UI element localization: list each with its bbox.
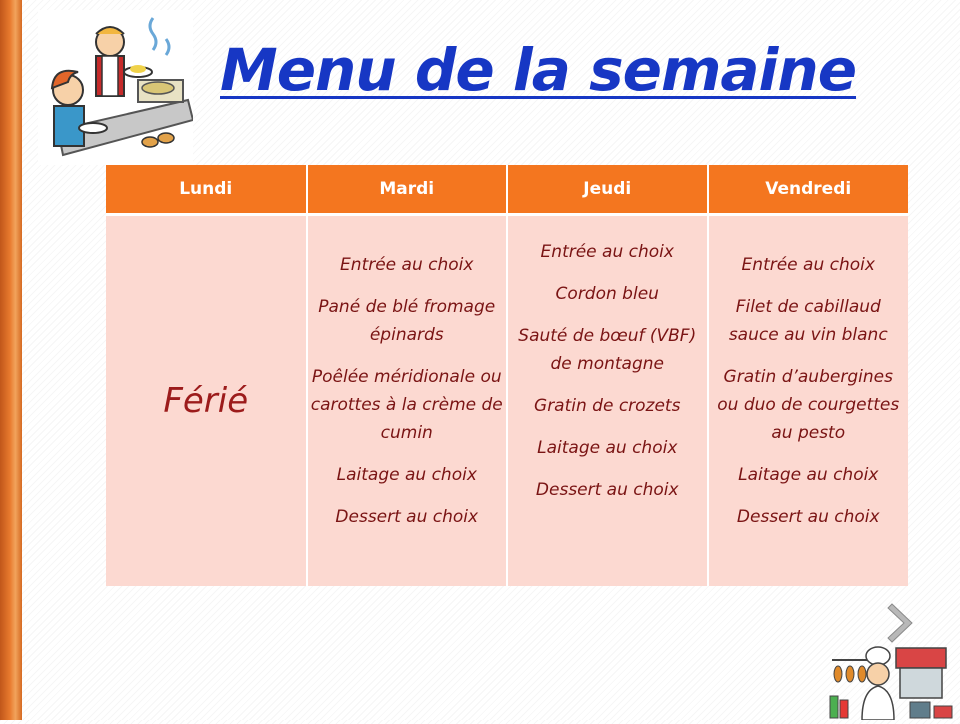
header-mardi: Mardi [307,165,508,215]
menu-header-row [106,165,908,215]
holiday-label: Férié [163,381,249,421]
cell-jeudi [507,215,708,587]
decorative-side-bar [0,0,22,720]
dish-item: Poêlée méridionale ou carottes à la crème de cumin [310,367,503,443]
cafeteria-illustration [38,10,193,165]
cell-mardi [307,215,508,587]
dish-item: Sauté de bœuf (VBF) de montagne [518,326,697,374]
header-lundi: Lundi [106,165,307,215]
dish-item: Laitage au choix [537,438,678,458]
dish-item: Gratin d’aubergines ou duo de courgettes au pesto [717,367,900,443]
dish-item: Gratin de crozets [534,396,681,416]
menu-body-row [106,215,908,587]
header-vendredi: Vendredi [708,165,909,215]
cell-vendredi [708,215,909,587]
dish-item: Dessert au choix [535,480,679,500]
menu-table [106,165,908,586]
dish-item: Filet de cabillaud sauce au vin blanc [728,297,888,345]
dish-item: Entrée au choix [340,255,474,275]
cell-lundi [106,215,307,587]
dish-item: Pané de blé fromage épinards [318,297,496,345]
dish-item: Entrée au choix [741,255,875,275]
dish-item: Laitage au choix [336,465,477,485]
dish-item: Entrée au choix [540,242,674,262]
dish-item: Cordon bleu [555,284,659,304]
dish-item: Laitage au choix [738,465,879,485]
chef-kitchen-illustration [826,640,960,720]
header-jeudi: Jeudi [507,165,708,215]
dish-item: Dessert au choix [736,507,880,527]
dish-item: Dessert au choix [335,507,479,527]
page-title: Menu de la semaine [220,36,857,104]
